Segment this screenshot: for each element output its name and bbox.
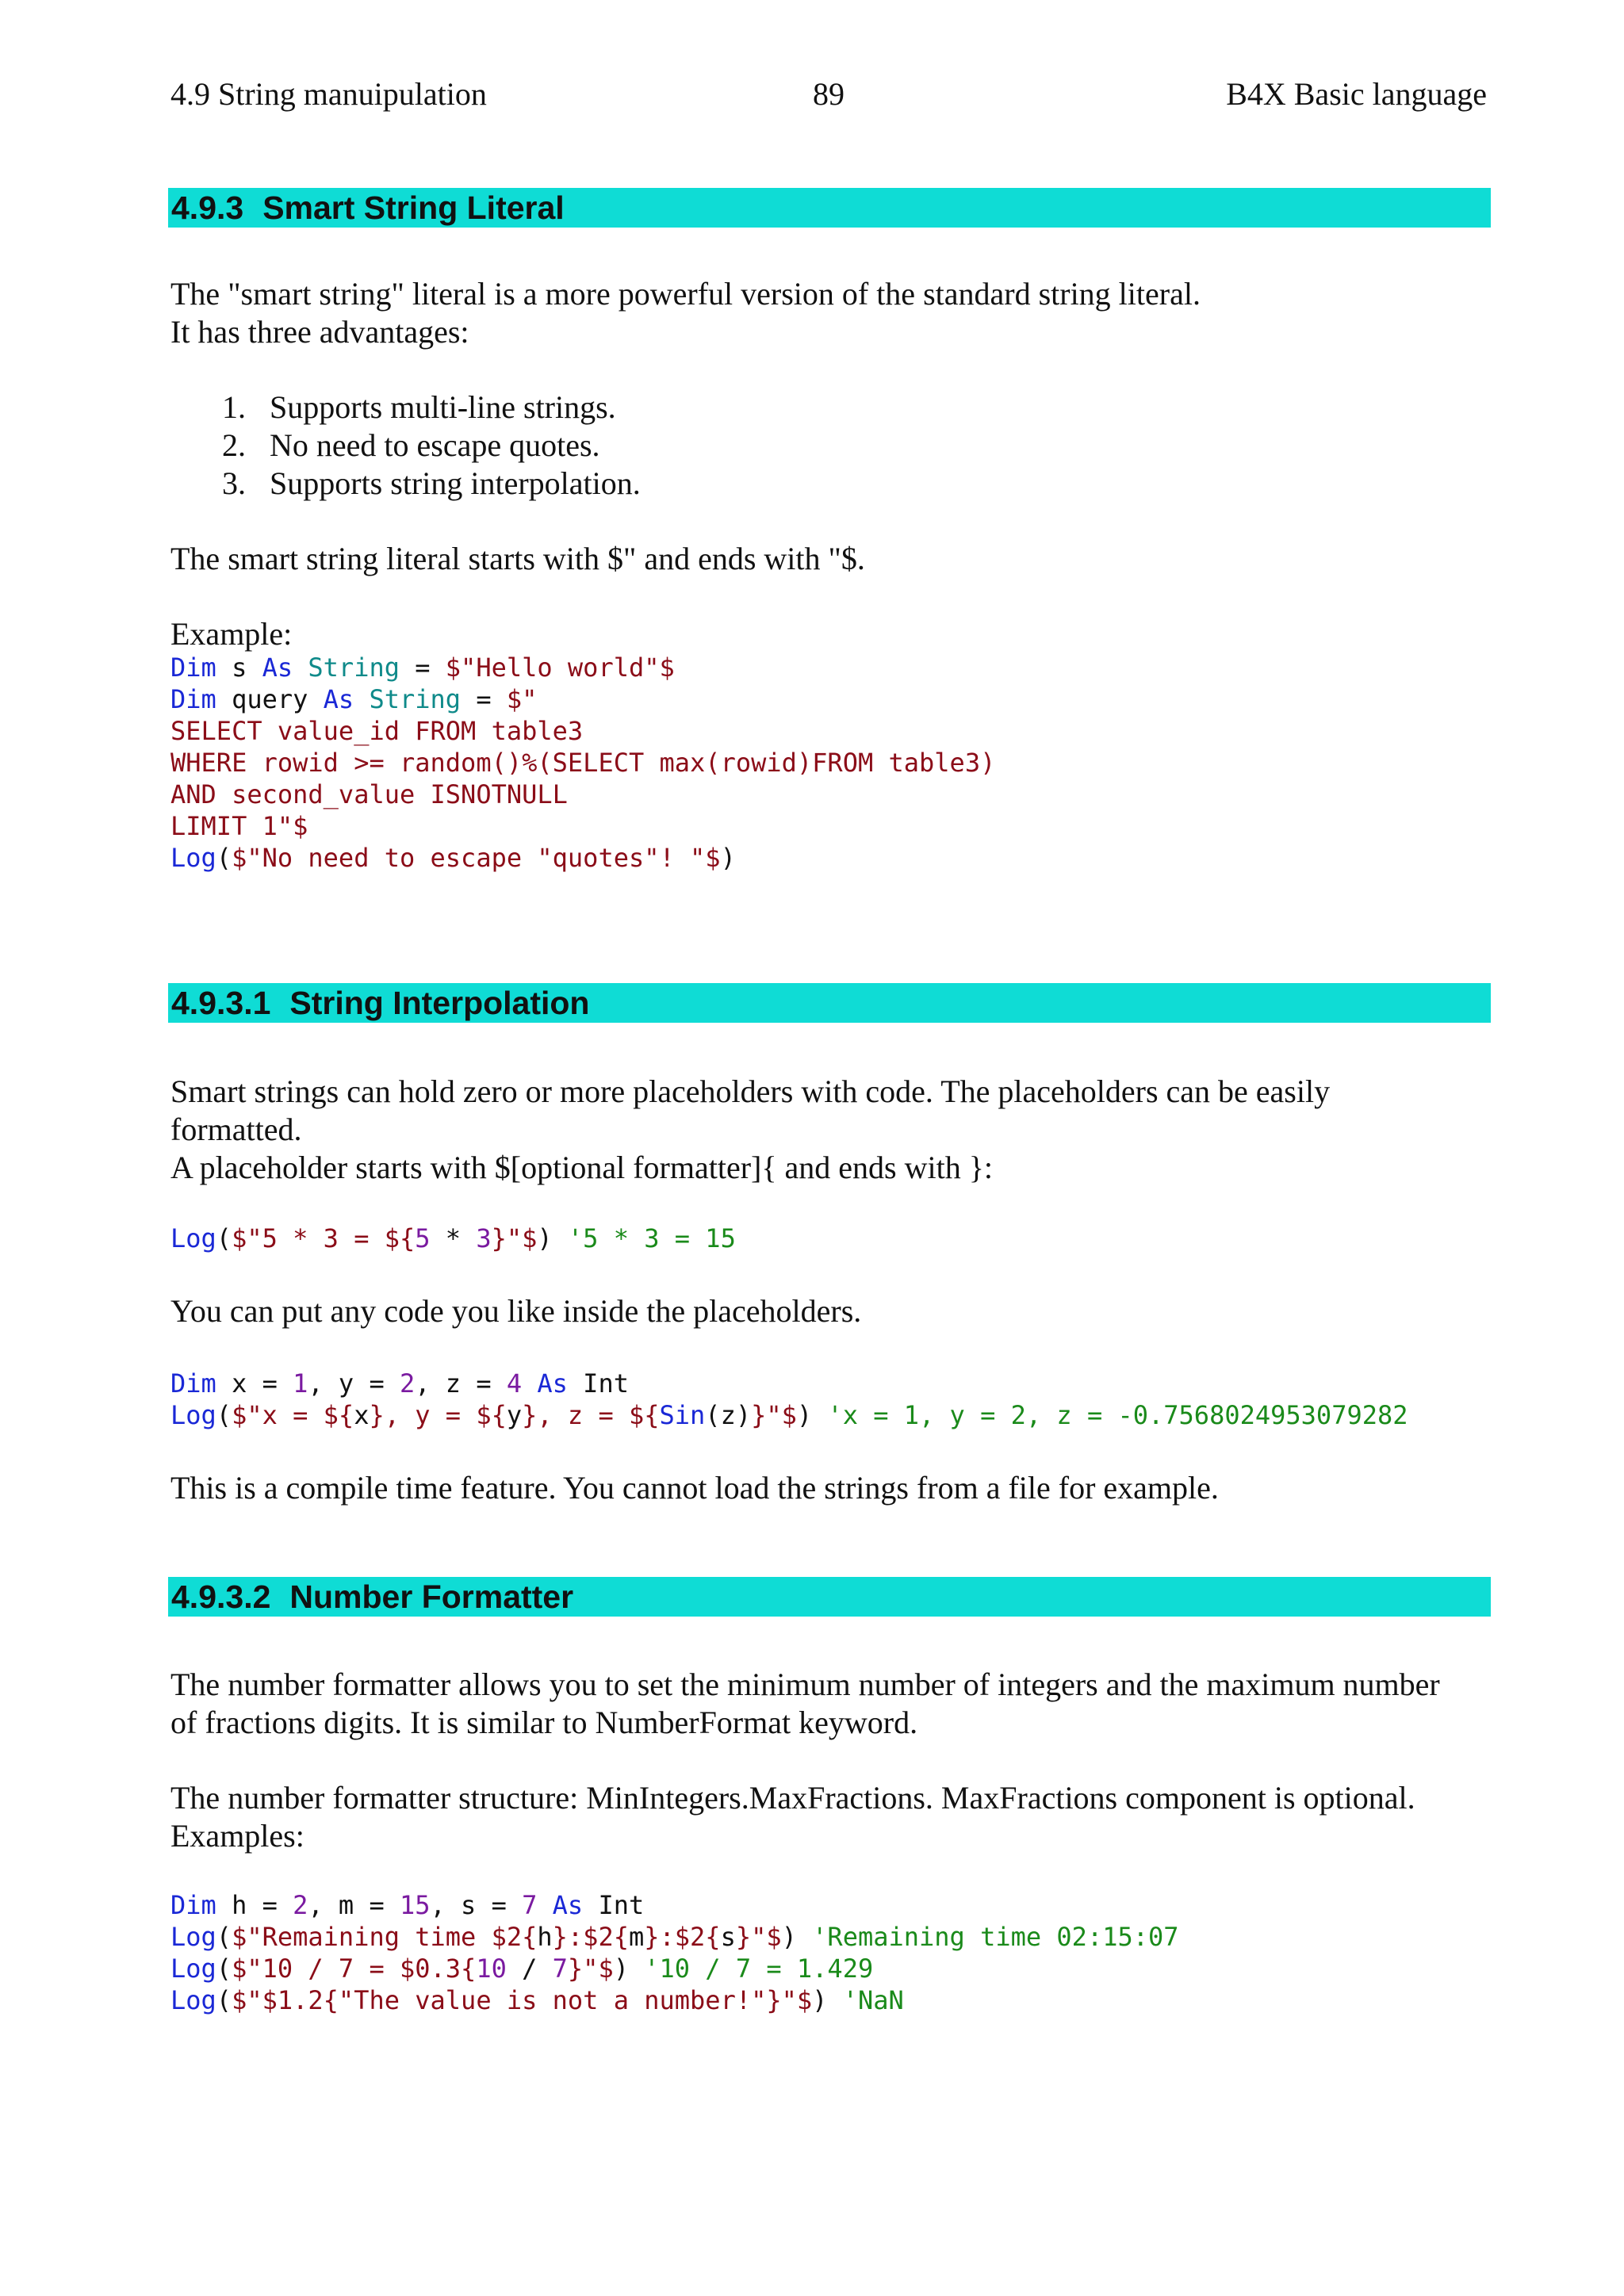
code-token: Log: [170, 1223, 216, 1253]
code-token: , z =: [415, 1368, 507, 1399]
code-token: h: [537, 1922, 553, 1952]
code-token: String: [369, 684, 462, 714]
text-line: of fractions digits. It is similar to NumberFormat keyword.: [170, 1705, 918, 1740]
code-line: [170, 1889, 1487, 1921]
code-token: (: [216, 1223, 232, 1253]
code-token: $"5 * 3 = ${: [232, 1223, 416, 1253]
code-line: [170, 715, 1487, 747]
starts-ends-paragraph: [170, 540, 1487, 578]
code-token: Sin: [659, 1400, 706, 1430]
text-line: The smart string literal starts with $" and ends with "$.: [170, 541, 865, 576]
code-line: [170, 1399, 1487, 1431]
intro-paragraph: [170, 275, 1487, 351]
code-token: ): [781, 1922, 813, 1952]
text-line: Examples:: [170, 1818, 304, 1854]
code-line: [170, 1921, 1487, 1953]
code-token: s: [216, 652, 262, 683]
code-token: As: [323, 684, 354, 714]
section-title: String Interpolation: [289, 985, 590, 1021]
code-token: LIMIT 1"$: [170, 811, 308, 841]
list-number: 3.: [222, 465, 246, 501]
list-text: No need to escape quotes.: [270, 427, 600, 463]
code-block-number-formatter: [170, 1889, 1487, 2016]
text-line: This is a compile time feature. You cannot load the strings from a file for example.: [170, 1470, 1219, 1506]
code-token: Log: [170, 1922, 216, 1952]
code-token: =: [461, 684, 507, 714]
code-token: }"$: [735, 1922, 782, 1952]
code-token: }"$: [751, 1400, 797, 1430]
code-token: Dim: [170, 1890, 216, 1920]
code-token: ): [796, 1400, 828, 1430]
code-token: (: [216, 1922, 232, 1952]
code-token: $"x = ${: [232, 1400, 354, 1430]
code-token: WHERE rowid >= random()%(SELECT max(rowid)FROM table3): [170, 748, 996, 778]
code-token: 'Remaining time 02:15:07: [812, 1922, 1179, 1952]
code-token: 7: [522, 1890, 538, 1920]
code-token: 7: [552, 1954, 568, 1984]
compile-time-paragraph: [170, 1469, 1487, 1507]
code-token: 'x = 1, y = 2, z = -0.7568024953079282: [827, 1400, 1408, 1430]
code-token: Dim: [170, 652, 216, 683]
header-book-title: B4X Basic language: [1226, 76, 1487, 112]
example-label: [170, 615, 1487, 653]
code-line: [170, 810, 1487, 842]
code-token: (: [216, 843, 232, 873]
code-token: String: [308, 652, 400, 683]
code-token: 2: [293, 1890, 308, 1920]
code-token: As: [552, 1890, 584, 1920]
code-token: Log: [170, 1954, 216, 1984]
header-chapter: 4.9 String manuipulation: [170, 76, 487, 112]
code-token: $": [506, 684, 538, 714]
code-token: }, z = ${: [522, 1400, 660, 1430]
code-token: *: [430, 1223, 477, 1253]
list-item: [170, 465, 1439, 503]
section-heading-number-formatter: [168, 1577, 1491, 1617]
code-token: Int: [567, 1368, 629, 1399]
code-token: $"10 / 7 = $0.3{: [232, 1954, 477, 1984]
code-token: m: [628, 1922, 645, 1952]
code-block-smart-string: [170, 652, 1487, 874]
text-line: The "smart string" literal is a more powerful version of the standard string literal.: [170, 276, 1201, 312]
code-line: [170, 1953, 1487, 1984]
code-token: Log: [170, 1985, 216, 2015]
code-token: (z): [705, 1400, 752, 1430]
code-token: (: [216, 1400, 232, 1430]
formatter-structure-paragraph: [170, 1779, 1487, 1855]
code-token: s: [720, 1922, 736, 1952]
code-token: 10: [476, 1954, 507, 1984]
code-token: x: [354, 1400, 370, 1430]
code-token: 4: [506, 1368, 523, 1399]
code-token: }"$: [567, 1954, 614, 1984]
code-token: Dim: [170, 1368, 216, 1399]
list-item: [170, 427, 1439, 465]
code-token: }"$: [491, 1223, 538, 1253]
list-item: [170, 388, 1439, 427]
text-line: The number formatter allows you to set the minimum number of integers and the maximum number: [170, 1667, 1440, 1702]
text-line: A placeholder starts with $[optional formatter]{ and ends with }:: [170, 1150, 994, 1185]
section-number: 4.9.3: [171, 189, 244, 226]
code-token: Log: [170, 1400, 216, 1430]
code-token: ): [812, 1985, 843, 2015]
code-block-interpolation-basic: [170, 1223, 1487, 1254]
any-code-paragraph: [170, 1292, 1487, 1330]
code-token: }:$2{: [644, 1922, 721, 1952]
running-header: [170, 75, 1487, 123]
code-line: [170, 779, 1487, 810]
code-token: 'NaN: [842, 1985, 904, 2015]
text-line: The number formatter structure: MinIntegers.MaxFractions. MaxFractions component is optional.: [170, 1780, 1415, 1816]
code-token: $"Hello world"$: [445, 652, 675, 683]
code-token: 3: [476, 1223, 492, 1253]
advantages-list: [170, 388, 1439, 503]
code-token: [354, 684, 369, 714]
section-number: 4.9.3.1: [171, 985, 271, 1021]
formatter-paragraph: [170, 1666, 1487, 1742]
placeholder-paragraph: [170, 1073, 1487, 1187]
code-line: [170, 1368, 1487, 1399]
code-token: (: [216, 1954, 232, 1984]
code-token: ): [537, 1223, 568, 1253]
code-line: [170, 683, 1487, 715]
code-token: $"No need to escape "quotes"! "$: [232, 843, 721, 873]
code-token: Log: [170, 843, 216, 873]
section-title: Number Formatter: [289, 1578, 574, 1615]
code-token: 1: [293, 1368, 308, 1399]
code-token: Int: [583, 1890, 645, 1920]
code-block-interpolation-vars: [170, 1368, 1487, 1431]
code-token: , m =: [308, 1890, 400, 1920]
code-token: [522, 1368, 537, 1399]
code-token: }, y = ${: [369, 1400, 507, 1430]
code-token: ): [720, 843, 736, 873]
list-text: Supports string interpolation.: [270, 465, 641, 501]
list-number: 2.: [222, 427, 246, 463]
code-token: 2: [399, 1368, 416, 1399]
text-line: formatted.: [170, 1112, 302, 1147]
code-token: query: [216, 684, 324, 714]
header-page-number: 89: [813, 76, 845, 112]
code-token: ): [613, 1954, 645, 1984]
code-token: h =: [216, 1890, 293, 1920]
code-line: [170, 652, 1487, 683]
code-token: , s =: [430, 1890, 523, 1920]
code-token: =: [399, 652, 446, 683]
code-line: [170, 1984, 1487, 2016]
text-line: You can put any code you like inside the placeholders.: [170, 1293, 862, 1329]
code-token: $"$1.2{"The value is not a number!"}"$: [232, 1985, 813, 2015]
code-line: [170, 842, 1487, 874]
code-token: As: [262, 652, 293, 683]
section-heading-smart-string-literal: [168, 188, 1491, 228]
code-token: x =: [216, 1368, 293, 1399]
text-line: Smart strings can hold zero or more placeholders with code. The placeholders can be easily: [170, 1073, 1331, 1109]
code-token: '5 * 3 = 15: [567, 1223, 736, 1253]
code-token: }:$2{: [552, 1922, 629, 1952]
code-token: $"Remaining time $2{: [232, 1922, 538, 1952]
code-token: , y =: [308, 1368, 400, 1399]
code-token: As: [537, 1368, 568, 1399]
text-line: Example:: [170, 616, 293, 652]
section-title: Smart String Literal: [262, 189, 565, 226]
section-heading-string-interpolation: [168, 983, 1491, 1023]
code-token: 5: [415, 1223, 431, 1253]
list-number: 1.: [222, 389, 246, 425]
code-token: AND second_value ISNOTNULL: [170, 779, 568, 809]
code-token: [537, 1890, 552, 1920]
code-line: [170, 1223, 1487, 1254]
code-token: '10 / 7 = 1.429: [644, 1954, 874, 1984]
code-token: /: [506, 1954, 553, 1984]
code-token: y: [506, 1400, 523, 1430]
code-token: (: [216, 1985, 232, 2015]
text-line: It has three advantages:: [170, 314, 469, 350]
code-line: [170, 747, 1487, 779]
section-number: 4.9.3.2: [171, 1578, 271, 1615]
list-text: Supports multi-line strings.: [270, 389, 616, 425]
code-token: Dim: [170, 684, 216, 714]
code-token: SELECT value_id FROM table3: [170, 716, 584, 746]
code-token: 15: [399, 1890, 431, 1920]
code-token: [293, 652, 308, 683]
